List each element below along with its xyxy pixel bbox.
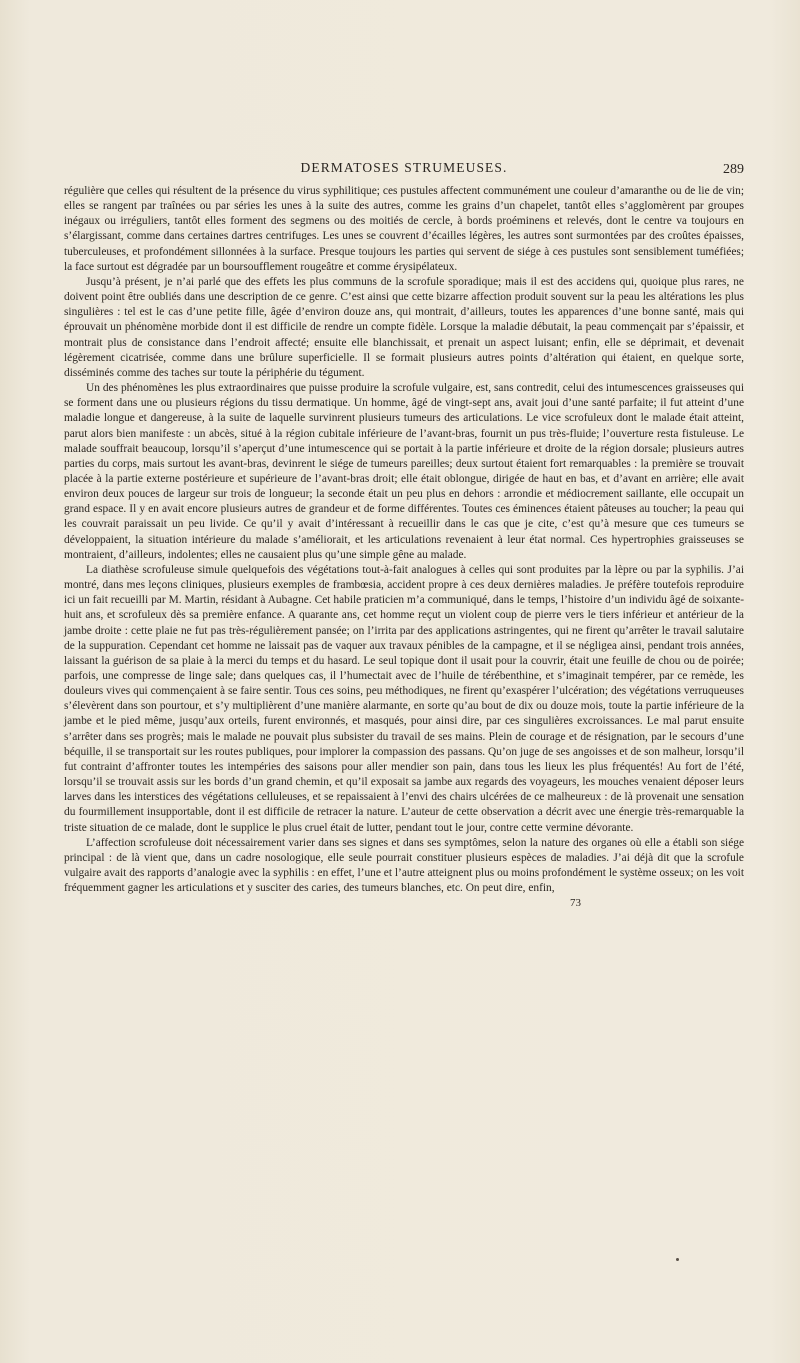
- body-text: [64, 184, 744, 896]
- ink-speck: [676, 1258, 679, 1261]
- running-title: DERMATOSES STRUMEUSES.: [300, 160, 508, 175]
- paragraph-3: Un des phénomènes les plus extraordinaires que puisse produire la scrofule vulgaire, est, sans contredit, celui des intumescences graisseuses qui se forment dans une ou plusieurs régions du tissu dermatique. Un homme, âgé de vingt-sept ans, avait joui d’une santé parfaite; il fut atteint d’une maladie longue et dangereuse, à la suite de laquelle survinrent plusieurs tumeurs des articulations. Le vice scrofuleux dont le malade était atteint, parut alors bien manifeste : un abcès, situé à la région cubitale inférieure de l’avant-bras, fournit un pus très-fluide; l’ouverture resta fistuleuse. Le malade souffrait beaucoup, lorsqu’il s’aperçut d’une intumescence qui se portait à la partie inférieure et droite de la région dorsale; plusieurs autres parties du corps, mais surtout les avant-bras, devinrent le siége de tumeurs pareilles; deux surtout étaient fort remarquables : la première se trouvait placée à la partie externe postérieure et supérieure de l’avant-bras droit; elle était oblongue, dirigée de haut en bas, et d’avant en arrière; elle avait environ deux pouces de largeur sur trois de longueur; la seconde était un peu plus en dehors : arrondie et médiocrement saillante, elle occupait un grand espace. Il y en avait encore plusieurs autres de grandeur et de forme différentes. Toutes ces éminences étaient pâteuses au toucher; la peau qui les couvrait paraissait un peu livide. Ce qu’il y avait d’intéressant à recueillir dans le cas que je cite, c’est qu’à mesure que ces tumeurs se développaient, la situation intérieure du malade s’améliorait, et les articulations revenaient à leur état normal. Ces hypertrophies graisseuses se montraient, d’ailleurs, indolentes; elles ne causaient plus qu’une simple gêne au malade.: [64, 382, 744, 561]
- page-number: 289: [723, 162, 744, 177]
- paragraph-1: régulière que celles qui résultent de la présence du virus syphilitique; ces pustules affectent communément une couleur d’amaranthe ou de lie de vin; elles se rangent par traînées ou par séries les unes à la suite des autres, comme les grains d’un chapelet, tantôt elles s’agglomèrent par groupes inégaux ou irréguliers, tantôt elles forment des segmens ou des moitiés de cercle, à bords proéminens et relevés, dont le centre va toujours en s’élargissant, comme dans certaines dartres centrifuges. Les unes se couvrent d’écailles légères, les autres sont surmontées par des croûtes épaisses, tuberculeuses, et profondément sillonnées à la surface. Presque toujours les parties qui servent de siége à ces pustules sont sensiblement tuméfiées; la face surtout est dégradée par un boursoufflement rougeâtre et comme érysipélateux.: [64, 185, 744, 273]
- paragraph-4: La diathèse scrofuleuse simule quelquefois des végétations tout-à-fait analogues à celles qui sont produites par la lèpre ou par la syphilis. J’ai montré, dans mes leçons cliniques, plusieurs exemples de frambœsia, accident propre à ces deux dernières maladies. Je préfère toutefois reproduire ici un fait recueilli par M. Martin, résidant à Aubagne. Cet habile praticien m’a communiqué, dans le temps, l’histoire d’un individu âgé de soixante-huit ans, et scrofuleux dès sa première enfance. A quarante ans, cet homme reçut un violent coup de pierre vers le tiers inférieur et antérieur de la jambe droite : cette plaie ne fut pas très-régulièrement pansée; on l’irrita par des applications astringentes, qui ne firent qu’arrêter le travail salutaire de la suppuration. Cependant cet homme ne laissait pas de vaquer aux travaux pénibles de la campagne, et il se négligea ainsi, pendant trois années, laissant la guérison de sa plaie à la merci du temps et du hasard. Le seul topique dont il usait pour la couvrir, était une feuille de chou ou de poirée; parfois, une compresse de linge sale; dans quelques cas, il l’humectait avec de l’huile de térébenthine, et s’imaginait tempérer, par ce remède, les douleurs vives qui commençaient à se faire sentir. Tous ces soins, peu méthodiques, ne firent qu’exaspérer l’ulcération; des végétations verruqueuses s’élevèrent dans son pourtour, et s’y multiplièrent d’une manière alarmante, en sorte qu’au bout de dix ou douze mois, toute la partie inférieure de la jambe et le pied même, jusqu’aux orteils, furent environnés, et masqués, pour ainsi dire, par ces singulières excroissances. Le mal parut ensuite s’arrêter dans ses progrès; mais le malade ne pouvait plus subsister du travail de ses mains. Plein de courage et de résignation, par le secours d’une béquille, il se transportait sur les routes publiques, pour implorer la compassion des passans. Qu’on juge de ses angoisses et de son malheur, lorsqu’il fut contraint d’affronter toutes les intempéries des saisons pour aller mendier son pain, dans tous les lieux les plus fréquentés! Au fort de l’été, lorsqu’il se trouvait assis sur les bords d’un grand chemin, et qu’il exposait sa jambe aux regards des voyageurs, les mouches venaient déposer leurs larves dans les interstices des végétations celluleuses, et se repaissaient à l’envi des chairs ulcérées de ce malheureux : de là provenait une sensation du fourmillement insupportable, dont il est difficile de retracer la nature. L’auteur de cette observation a décrit avec une énergie très-remarquable la triste situation de ce malade, dont le supplice le plus cruel était de lutter, pendant tout le jour, contre cette vermine dévorante.: [64, 563, 744, 834]
- page-header: [64, 160, 744, 180]
- paragraph-2: Jusqu’à présent, je n’ai parlé que des effets les plus communs de la scrofule sporadique; mais il est des accidens qui, quoique plus rares, ne doivent point être oubliés dans une description de ce genre. C’est ainsi que cette bizarre affection produit souvent sur la peau les altérations les plus singulières : tel est le cas d’une petite fille, âgée d’environ douze ans, qui montrait, d’ailleurs, toutes les apparences d’une bonne santé, mais qui éprouvait un phénomène morbide dont il est difficile de rendre un compte fidèle. Lorsque la maladie débutait, la peau commençait par s’épaissir, et montrait plus de consistance dans l’endroit affecté; ensuite elle blanchissait, et prenait un aspect luisant; enfin, elle se déprimait, et devenait légèrement cicatrisée, comme dans une brûlure superficielle. Il se formait plusieurs autres points d’altération qui étaient, en quelque sorte, disséminés comme des taches sur toute la périphérie du tégument.: [64, 275, 744, 379]
- paragraph-5: L’affection scrofuleuse doit nécessairement varier dans ses signes et dans ses symptômes, selon la nature des organes où elle a établi son siége principal : de là vient que, dans un cadre nosologique, elle seule pourrait constituer plusieurs espèces de maladies. J’ai déjà dit que la scrofule vulgaire avait des rapports d’analogie avec la syphilis : en effet, l’une et l’autre atteignent plus ou moins profondément le système osseux; on les voit fréquemment gagner les articulations et y susciter des caries, des tumeurs blanches, etc. On peut dire, enfin,: [64, 836, 744, 895]
- signature-mark: 73: [570, 897, 581, 909]
